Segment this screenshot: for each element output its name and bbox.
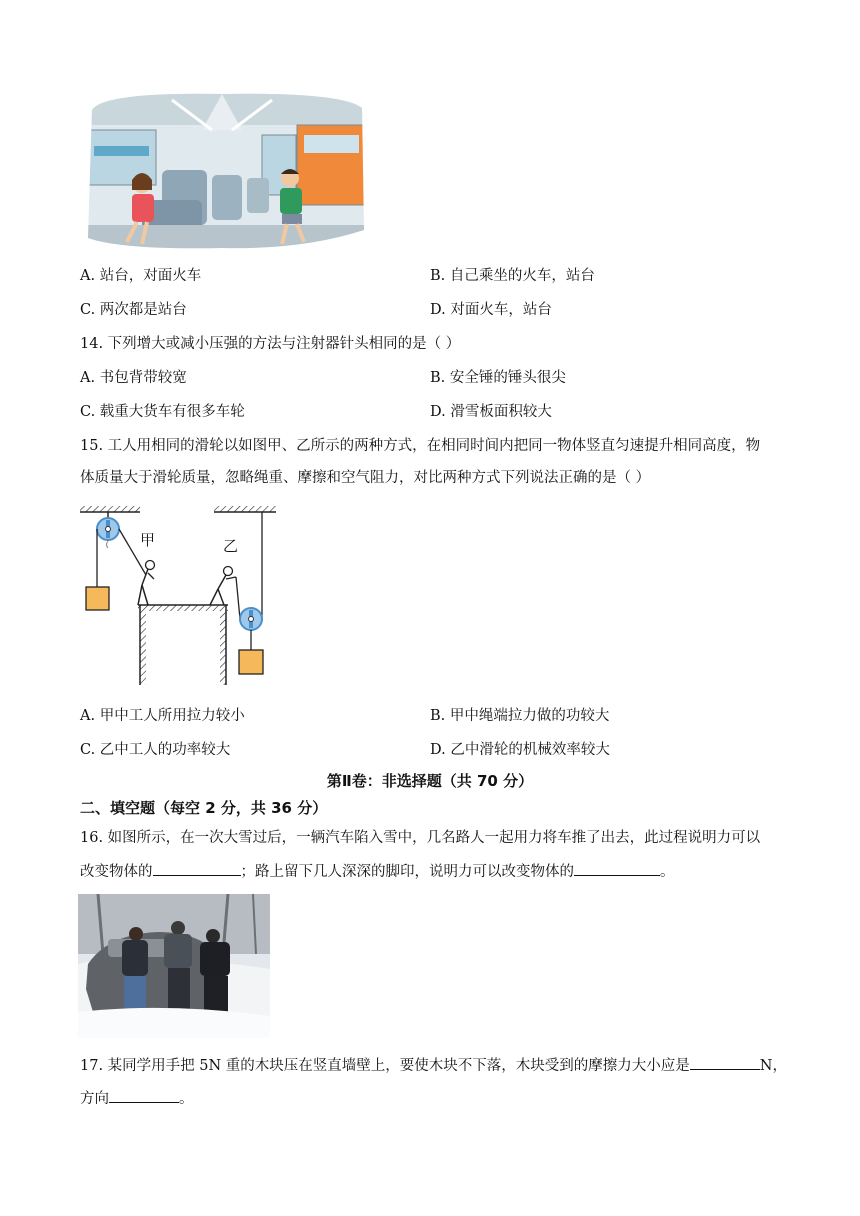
q16-blank-2[interactable] [574,861,660,876]
q16-line1: 16. 如图所示，在一次大雪过后，一辆汽车陷入雪中，几名路人一起用力将车推了出去，此过程说明力可以 [80,830,761,846]
q17-blank-2[interactable] [109,1088,179,1103]
q17-text-c: 方向 [80,1091,109,1107]
snow-car-photo [78,894,270,1038]
q16-line2 [80,861,675,882]
q13-option-b: B. 自己乘坐的火车，站台 [430,268,595,284]
q16-text-b: ；路上留下几人深深的脚印，说明力可以改变物体的 [240,864,574,880]
q17-blank-1[interactable] [690,1055,760,1070]
q15-option-c: C. 乙中工人的功率较大 [80,742,231,758]
q13-option-c: C. 两次都是站台 [80,302,187,318]
q16-blank-1[interactable] [153,861,241,876]
q14-option-a: A. 书包背带较宽 [80,370,187,386]
q14-stem: 14. 下列增大或减小压强的方法与注射器针头相同的是（ ） [80,336,461,352]
q15-option-d: D. 乙中滑轮的机械效率较大 [430,742,610,758]
q14-option-b: B. 安全锤的锤头很尖 [430,370,566,386]
q15-option-b: B. 甲中绳端拉力做的功较大 [430,708,610,724]
q16-text-c: 。 [660,864,675,880]
pulley-label-yi: 乙 [223,537,239,555]
train-interior-figure [82,90,368,250]
q17-text-a: 17. 某同学用手把 5N 重的木块压在竖直墙壁上，要使木块不下落，木块受到的摩擦力大小应是 [80,1058,690,1074]
q14-option-c: C. 载重大货车有很多车轮 [80,404,245,420]
q17-line2 [80,1088,194,1109]
q17-line1 [80,1055,787,1076]
q14-option-d: D. 滑雪板面积较大 [430,404,552,420]
q16-text-a: 改变物体的 [80,864,153,880]
q17-text-d: 。 [179,1091,194,1107]
q13-option-d: D. 对面火车，站台 [430,302,552,318]
q17-text-b: N， [759,1058,787,1074]
pulley-label-jia: 甲 [140,531,156,549]
section-2-title: 第Ⅱ卷：非选择题（共 70 分） [326,772,534,790]
q13-option-a: A. 站台，对面火车 [80,268,202,284]
part-2-title: 二、填空题（每空 2 分，共 36 分） [80,799,328,817]
q15-stem-line1: 15. 工人用相同的滑轮以如图甲、乙所示的两种方式，在相同时间内把同一物体竖直匀速提升相同高度，物 [80,438,761,454]
q15-stem-line2: 体质量大于滑轮质量，忽略绳重、摩擦和空气阻力，对比两种方式下列说法正确的是（ ） [80,470,651,486]
q15-option-a: A. 甲中工人所用拉力较小 [80,708,245,724]
pulley-figure [78,505,278,687]
